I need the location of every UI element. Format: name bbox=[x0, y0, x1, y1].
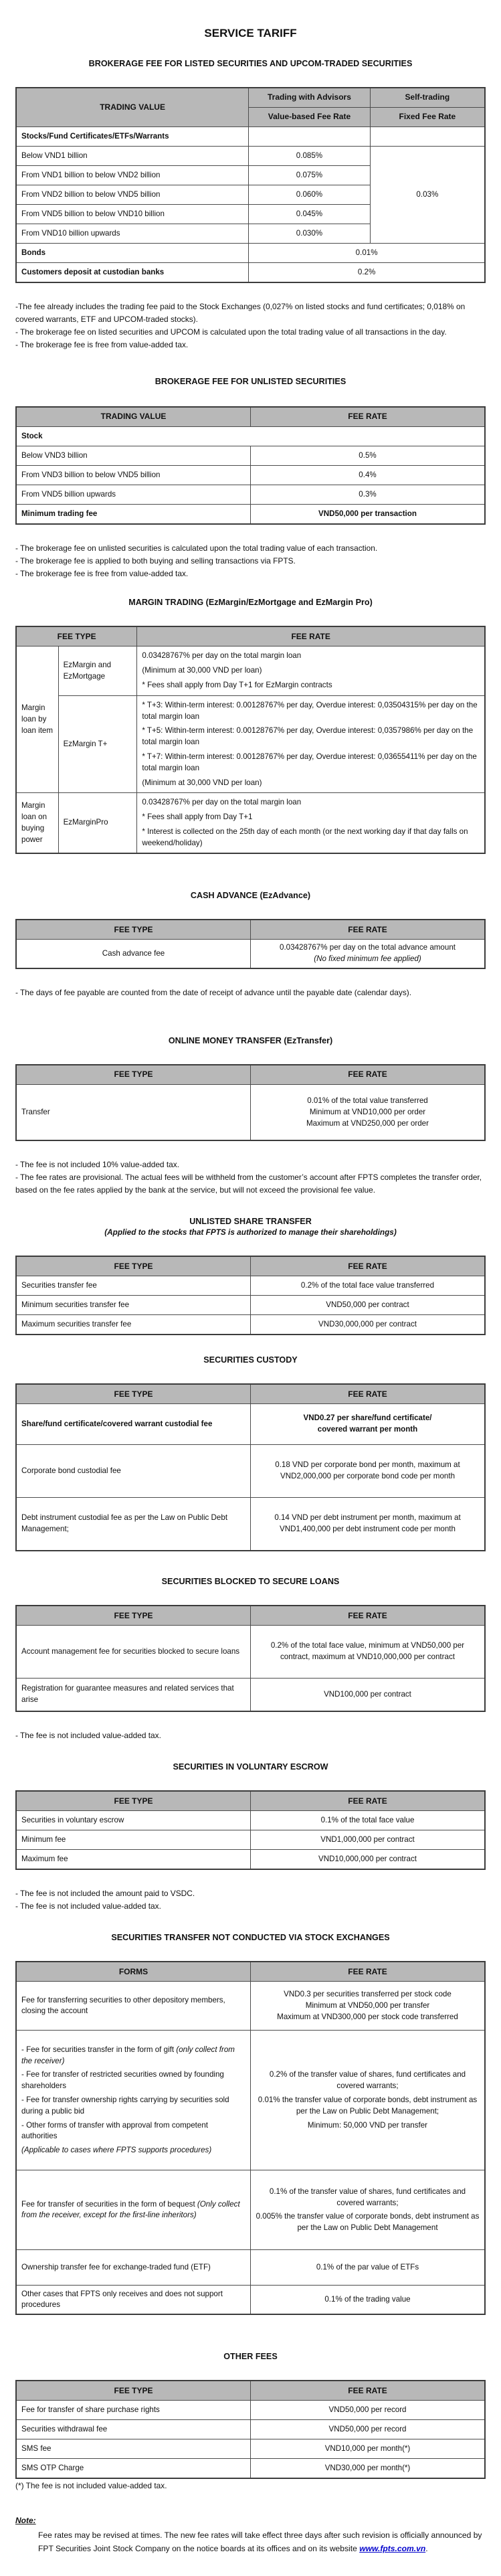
table-row bbox=[16, 244, 485, 263]
fee-type-line: - Fee for transfer of restricted securities owned by founding shareholders bbox=[21, 2070, 224, 2091]
fee-rate-cell bbox=[251, 2031, 486, 2170]
group-row-label: Stocks/Fund Certificates/ETFs/Warrants bbox=[16, 127, 249, 147]
fee-type-cell: From VND3 billion to below VND5 billion bbox=[16, 466, 251, 485]
note-line: - The brokerage fee is applied to both buying and selling transactions via FPTS. bbox=[15, 556, 296, 566]
fee-type-cell: SMS fee bbox=[16, 2439, 251, 2459]
table-header-row bbox=[16, 1256, 485, 1276]
fee-rate-line-bold: 0.2% of the transfer value of shares, fund certificates and covered warrants; bbox=[269, 2070, 466, 2091]
heading-cash-advance: CASH ADVANCE (EzAdvance) bbox=[190, 891, 311, 901]
column-header-fee-rate: FEE RATE bbox=[251, 1065, 486, 1085]
fee-rate-cell bbox=[137, 647, 485, 695]
note-text: Fee rates may be revised at times. The new fee rates will take effect three days after such revision is officially announced by FPT Securities Joint Stock Company on the notice boards at its offices and on its website bbox=[38, 2530, 482, 2553]
table-row bbox=[16, 2420, 485, 2439]
fee-type-cell: Registration for guarantee measures and related services that arise bbox=[16, 1679, 251, 1712]
table-row bbox=[16, 446, 485, 466]
column-header-fee-type: FEE TYPE bbox=[16, 1065, 251, 1085]
fee-rate-line: * T+7: Within-term interest: 0.00128767% per day, Overdue interest: 0,03655411% per day on the total margin loan bbox=[142, 752, 477, 772]
note-line: - The days of fee payable are counted from the date of receipt of advance until the payable date (calendar days). bbox=[15, 988, 412, 998]
fee-rate-cell bbox=[251, 940, 486, 968]
fee-rate-cell: 0.030% bbox=[249, 224, 371, 244]
table-row bbox=[16, 1296, 485, 1315]
fee-rate-cell: 0.060% bbox=[249, 185, 371, 205]
fee-rate-cell: VND50,000 per record bbox=[251, 2420, 486, 2439]
listed-notes bbox=[15, 300, 486, 351]
fee-rate-line: (Minimum at 30,000 VND per loan) bbox=[142, 666, 262, 675]
fee-rate-cell: 0.1% of the trading value bbox=[251, 2286, 486, 2315]
fee-type-cell: From VND2 billion to below VND5 billion bbox=[16, 185, 249, 205]
fee-rate-line: Maximum at VND300,000 per stock code transferred bbox=[277, 2012, 458, 2021]
table-header-row bbox=[16, 1606, 485, 1626]
table-row bbox=[16, 2459, 485, 2479]
final-note bbox=[15, 2516, 486, 2555]
fee-rate-line: * Fees shall apply from Day T+1 bbox=[142, 812, 253, 822]
heading-blocked-loans: SECURITIES BLOCKED TO SECURE LOANS bbox=[161, 1577, 340, 1587]
fee-rate-cell bbox=[251, 1404, 486, 1445]
fee-type-cell: Below VND3 billion bbox=[16, 446, 251, 466]
fee-type-cell: EzMargin T+ bbox=[58, 695, 137, 793]
column-header-fee-rate: FEE RATE bbox=[251, 407, 486, 427]
table-header-row bbox=[16, 407, 485, 427]
fee-type-cell: Bonds bbox=[16, 244, 249, 263]
table-row bbox=[16, 1811, 485, 1830]
fixed-fee-rate-cell: 0.03% bbox=[370, 147, 485, 244]
table-row bbox=[16, 2170, 485, 2250]
table-row bbox=[16, 1315, 485, 1335]
fee-rate-line: * T+3: Within-term interest: 0.00128767% per day, Overdue interest: 0,03504315% per day on the total margin loan bbox=[142, 700, 478, 721]
fee-rate-cell bbox=[251, 2170, 486, 2250]
table-row bbox=[16, 2031, 485, 2170]
fee-rate-line: VND0.3 per securities transferred per stock code bbox=[284, 1990, 452, 1999]
note-line: - The brokerage fee is free from value-added tax. bbox=[15, 569, 189, 579]
fee-rate-cell: VND10,000,000 per contract bbox=[251, 1850, 486, 1870]
column-header-fee-rate: FEE RATE bbox=[251, 1962, 486, 1982]
column-header-fixed: Fixed Fee Rate bbox=[370, 108, 485, 127]
heading-other-fees: OTHER FEES bbox=[223, 2352, 278, 2362]
margin-trading-table bbox=[15, 626, 486, 854]
table-header-row bbox=[16, 88, 485, 108]
column-header-fee-rate: FEE RATE bbox=[251, 1606, 486, 1626]
fee-rate-line: 0.03428767% per day on the total margin loan bbox=[142, 651, 302, 661]
note-line: - The brokerage fee is free from value-added tax. bbox=[15, 340, 189, 350]
table-row bbox=[16, 2250, 485, 2286]
fee-type-cell: From VND10 billion upwards bbox=[16, 224, 249, 244]
table-row bbox=[16, 127, 485, 147]
listed-brokerage-table bbox=[15, 87, 486, 283]
fee-rate-line-bold: 0.1% of the transfer value of shares, fund certificates and covered warrants; bbox=[269, 2186, 466, 2207]
fee-type-cell: Minimum fee bbox=[16, 1830, 251, 1850]
fee-type-cell: From VND5 billion to below VND10 billion bbox=[16, 205, 249, 224]
fee-type-cell: Corporate bond custodial fee bbox=[16, 1445, 251, 1498]
table-row bbox=[16, 485, 485, 505]
column-header-fee-type: FEE TYPE bbox=[16, 1256, 251, 1276]
fee-rate-line: * T+5: Within-term interest: 0.00128767% per day, Overdue interest: 0,0357986% per day on the total margin loan bbox=[142, 726, 474, 747]
note-paragraph bbox=[38, 2529, 486, 2555]
fee-rate-cell: 0.1% of the total face value bbox=[251, 1811, 486, 1830]
table-row bbox=[16, 1626, 485, 1679]
column-header-fee-rate: FEE RATE bbox=[251, 920, 486, 940]
column-header-fee-type: FEE TYPE bbox=[16, 626, 137, 647]
blocked-loans-table bbox=[15, 1605, 486, 1712]
table-header-row bbox=[16, 1065, 485, 1085]
table-row bbox=[16, 1276, 485, 1296]
fee-rate-line: VND0.27 per share/fund certificate/ bbox=[303, 1413, 432, 1423]
table-row bbox=[16, 2286, 485, 2315]
securities-custody-table bbox=[15, 1383, 486, 1551]
note-line: - The fee is not included value-added tax. bbox=[15, 1731, 161, 1741]
column-header-fee-rate: FEE RATE bbox=[251, 1384, 486, 1404]
table-row bbox=[16, 695, 485, 793]
fee-rate-cell: 0.01% bbox=[249, 244, 485, 263]
fee-type-line-italic: (Applicable to cases where FPTS supports procedures) bbox=[21, 2146, 212, 2155]
fee-type-cell: Maximum securities transfer fee bbox=[16, 1315, 251, 1335]
fee-type-text: - Fee for securities transfer in the form of gift bbox=[21, 2045, 177, 2054]
fee-rate-cell: 0.14 VND per debt instrument per month, maximum at VND1,400,000 per debt instrument code per month bbox=[251, 1498, 486, 1551]
column-header-fee-type: FEE TYPE bbox=[16, 1384, 251, 1404]
fee-rate-cell: 0.075% bbox=[249, 166, 371, 185]
group-row-label: Stock bbox=[16, 427, 485, 446]
fee-type-line bbox=[21, 2045, 245, 2067]
note-line: - The fee rates are provisional. The actual fees will be withheld from the customer’s account after FPTS completes the transfer order, based on the fee rates applied by the bank at the service, but will not exceed the provisional fee value. bbox=[15, 1173, 482, 1195]
fee-type-cell: Securities withdrawal fee bbox=[16, 2420, 251, 2439]
table-row bbox=[16, 647, 485, 695]
fee-rate-cell bbox=[251, 1982, 486, 2031]
column-header-value-based: Value-based Fee Rate bbox=[249, 108, 371, 127]
fee-type-cell: Below VND1 billion bbox=[16, 147, 249, 166]
fee-type-cell: EzMarginPro bbox=[58, 793, 137, 854]
fee-type-line: - Fee for transfer ownership rights carrying by securities sold during a public bid bbox=[21, 2095, 229, 2116]
heading-money-transfer: ONLINE MONEY TRANSFER (EzTransfer) bbox=[168, 1036, 333, 1046]
heading-voluntary-escrow: SECURITIES IN VOLUNTARY ESCROW bbox=[173, 1762, 328, 1772]
table-header-row bbox=[16, 1384, 485, 1404]
fee-rate-cell: VND30,000 per month(*) bbox=[251, 2459, 486, 2479]
unlisted-notes bbox=[15, 542, 486, 580]
money-transfer-notes bbox=[15, 1158, 486, 1197]
unlisted-share-transfer-table bbox=[15, 1256, 486, 1335]
cash-advance-notes bbox=[15, 986, 486, 999]
other-fees-table bbox=[15, 2380, 486, 2479]
column-header-fee-rate: FEE RATE bbox=[251, 1791, 486, 1811]
fee-type-text-italic: (Only collect from the receiver, except for the first-line inheritors) bbox=[21, 2199, 240, 2220]
fee-rate-line: 0.01% the transfer value of corporate bonds, debt instrument as per the Law on Public Debt Management; bbox=[258, 2095, 478, 2116]
website-link[interactable]: www.fpts.com.vn bbox=[359, 2543, 426, 2553]
fee-rate-cell bbox=[251, 1085, 486, 1141]
voluntary-escrow-notes bbox=[15, 1887, 486, 1913]
fee-rate-cell: VND10,000 per month(*) bbox=[251, 2439, 486, 2459]
table-header-row bbox=[16, 626, 485, 647]
table-row bbox=[16, 1830, 485, 1850]
column-header-advisors: Trading with Advisors bbox=[249, 88, 371, 108]
fee-rate-cell: 0.2% bbox=[249, 263, 485, 283]
column-header-fee-type: FEE TYPE bbox=[16, 1791, 251, 1811]
note-line: -The fee already includes the trading fee paid to the Stock Exchanges (0,027% on listed stocks and fund certificates; 0,018% on covered warrants, ETF and UPCOM-traded stocks). bbox=[15, 302, 466, 325]
fee-rate-cell: 0.085% bbox=[249, 147, 371, 166]
fee-type-cell: Cash advance fee bbox=[16, 940, 251, 968]
heading-securities-custody: SECURITIES CUSTODY bbox=[203, 1355, 298, 1365]
fee-type-line: - Other forms of transfer with approval from competent authorities bbox=[21, 2120, 208, 2141]
table-row bbox=[16, 940, 485, 968]
fee-rate-cell: VND50,000 per transaction bbox=[251, 505, 486, 525]
money-transfer-table bbox=[15, 1064, 486, 1141]
table-row bbox=[16, 505, 485, 525]
note-text: . bbox=[425, 2543, 428, 2553]
fee-rate-cell: 0.5% bbox=[251, 446, 486, 466]
fee-type-cell: SMS OTP Charge bbox=[16, 2459, 251, 2479]
fee-type-cell: Transfer bbox=[16, 1085, 251, 1141]
fee-type-cell bbox=[16, 2170, 251, 2250]
column-header-self-trading: Self-trading bbox=[370, 88, 485, 108]
table-row bbox=[16, 2401, 485, 2420]
fee-type-cell: From VND5 billion upwards bbox=[16, 485, 251, 505]
table-row bbox=[16, 1445, 485, 1498]
table-row bbox=[16, 263, 485, 283]
fee-type-cell: From VND1 billion to below VND2 billion bbox=[16, 166, 249, 185]
note-line: - The brokerage fee on listed securities and UPCOM is calculated upon the total trading value of all transactions in the day. bbox=[15, 327, 447, 337]
cash-advance-table bbox=[15, 919, 486, 969]
fee-type-cell: Other cases that FPTS only receives and does not support procedures bbox=[16, 2286, 251, 2315]
fee-type-cell: Ownership transfer fee for exchange-traded fund (ETF) bbox=[16, 2250, 251, 2286]
heading-off-exchange-transfer: SECURITIES TRANSFER NOT CONDUCTED VIA STOCK EXCHANGES bbox=[111, 1933, 390, 1943]
fee-rate-line: * Fees shall apply from Day T+1 for EzMargin contracts bbox=[142, 680, 332, 689]
column-header-fee-type: FEE TYPE bbox=[16, 920, 251, 940]
table-row bbox=[16, 793, 485, 854]
fee-rate-line: 0.005% the transfer value of corporate bonds, debt instrument as per the Law on Public Debt Management bbox=[256, 2212, 480, 2233]
table-header-row bbox=[16, 1791, 485, 1811]
fee-type-cell: Minimum trading fee bbox=[16, 505, 251, 525]
note-line: - The fee is not included 10% value-added tax. bbox=[15, 1160, 180, 1170]
fee-rate-line-italic: (No fixed minimum fee applied) bbox=[314, 954, 421, 964]
fee-rate-cell: VND50,000 per record bbox=[251, 2401, 486, 2420]
table-row bbox=[16, 1850, 485, 1870]
unlisted-brokerage-table bbox=[15, 406, 486, 525]
note-label: Note: bbox=[15, 2516, 36, 2526]
fee-rate-cell: 0.1% of the par value of ETFs bbox=[251, 2250, 486, 2286]
table-row bbox=[16, 1498, 485, 1551]
table-row bbox=[16, 147, 485, 166]
note-line: - The brokerage fee on unlisted securities is calculated upon the total trading value of each transaction. bbox=[15, 543, 378, 553]
fee-rate-line: 0.01% of the total value transferred bbox=[307, 1096, 428, 1105]
table-row bbox=[16, 1982, 485, 2031]
fee-type-cell: Minimum securities transfer fee bbox=[16, 1296, 251, 1315]
heading-listed-brokerage: BROKERAGE FEE FOR LISTED SECURITIES AND UPCOM-TRADED SECURITIES bbox=[88, 59, 413, 68]
fee-rate-cell: VND50,000 per contract bbox=[251, 1296, 486, 1315]
fee-type-cell: Debt instrument custodial fee as per the Law on Public Debt Management; bbox=[16, 1498, 251, 1551]
fee-rate-cell: VND30,000,000 per contract bbox=[251, 1315, 486, 1335]
fee-rate-line: Minimum at VND50,000 per transfer bbox=[305, 2001, 430, 2010]
fee-type-cell: Share/fund certificate/covered warrant custodial fee bbox=[16, 1404, 251, 1445]
fee-rate-cell: 0.2% of the total face value transferred bbox=[251, 1276, 486, 1296]
fee-rate-line: Minimum at VND10,000 per order bbox=[309, 1107, 426, 1116]
table-row bbox=[16, 1404, 485, 1445]
table-row bbox=[16, 2439, 485, 2459]
blocked-loans-notes bbox=[15, 1729, 486, 1742]
fee-rate-cell: VND100,000 per contract bbox=[251, 1679, 486, 1712]
column-header-trading-value: TRADING VALUE bbox=[16, 88, 249, 127]
fee-type-text-italic: (only collect from the receiver) bbox=[21, 2045, 235, 2065]
column-header-fee-type: FEE TYPE bbox=[16, 1606, 251, 1626]
heading-unlisted-share-transfer: UNLISTED SHARE TRANSFER bbox=[189, 1217, 312, 1227]
fee-rate-cell: 0.3% bbox=[251, 485, 486, 505]
fee-rate-cell: 0.045% bbox=[249, 205, 371, 224]
table-row bbox=[16, 1085, 485, 1141]
heading-margin-trading: MARGIN TRADING (EzMargin/EzMortgage and EzMargin Pro) bbox=[128, 598, 373, 608]
column-header-fee-rate: FEE RATE bbox=[251, 1256, 486, 1276]
fee-rate-cell: VND1,000,000 per contract bbox=[251, 1830, 486, 1850]
table-header-row bbox=[16, 1962, 485, 1982]
margin-group-cell: Margin loan on buying power bbox=[16, 793, 58, 854]
fee-rate-line: Minimum: 50,000 VND per transfer bbox=[307, 2120, 428, 2130]
fee-type-cell: Securities transfer fee bbox=[16, 1276, 251, 1296]
column-header-fee-type: FEE TYPE bbox=[16, 2381, 251, 2401]
column-header-forms: FORMS bbox=[16, 1962, 251, 1982]
note-line: - The fee is not included the amount paid to VSDC. bbox=[15, 1889, 195, 1899]
vat-footnote: (*) The fee is not included value-added tax. bbox=[15, 2481, 167, 2491]
table-row bbox=[16, 466, 485, 485]
empty-cell bbox=[370, 127, 485, 147]
subtitle-unlisted-share-transfer: (Applied to the stocks that FPTS is authorized to manage their shareholdings) bbox=[104, 1227, 397, 1237]
fee-type-cell: EzMargin and EzMortgage bbox=[58, 647, 137, 695]
table-row bbox=[16, 427, 485, 446]
fee-type-cell bbox=[16, 2031, 251, 2170]
fee-rate-cell: 0.18 VND per corporate bond per month, maximum at VND2,000,000 per corporate bond code per month bbox=[251, 1445, 486, 1498]
fee-rate-line: * Interest is collected on the 25th day of each month (or the next working day if that day falls on weekend/holiday) bbox=[142, 827, 468, 847]
fee-rate-cell bbox=[137, 695, 485, 793]
column-header-fee-rate: FEE RATE bbox=[251, 2381, 486, 2401]
fee-rate-cell: 0.2% of the total face value, minimum at VND50,000 per contract, maximum at VND10,000,000 per contract bbox=[251, 1626, 486, 1679]
fee-type-cell: Maximum fee bbox=[16, 1850, 251, 1870]
fee-rate-cell bbox=[137, 793, 485, 854]
voluntary-escrow-table bbox=[15, 1790, 486, 1870]
fee-type-cell: Account management fee for securities blocked to secure loans bbox=[16, 1626, 251, 1679]
off-exchange-transfer-table bbox=[15, 1961, 486, 2315]
fee-rate-cell: 0.4% bbox=[251, 466, 486, 485]
fee-type-cell: Customers deposit at custodian banks bbox=[16, 263, 249, 283]
column-header-fee-rate: FEE RATE bbox=[137, 626, 485, 647]
fee-rate-line: (Minimum at 30,000 VND per loan) bbox=[142, 778, 262, 787]
empty-cell bbox=[249, 127, 371, 147]
fee-rate-line: Maximum at VND250,000 per order bbox=[306, 1118, 429, 1128]
fee-type-cell: Fee for transfer of share purchase rights bbox=[16, 2401, 251, 2420]
fee-type-text: Fee for transfer of securities in the form of bequest bbox=[21, 2199, 197, 2209]
table-header-row bbox=[16, 920, 485, 940]
table-header-row bbox=[16, 2381, 485, 2401]
page-title: SERVICE TARIFF bbox=[204, 27, 297, 39]
fee-rate-line: 0.03428767% per day on the total margin loan bbox=[142, 798, 302, 807]
fee-type-cell: Securities in voluntary escrow bbox=[16, 1811, 251, 1830]
table-row bbox=[16, 1679, 485, 1712]
column-header-trading-value: TRADING VALUE bbox=[16, 407, 251, 427]
fee-type-cell: Fee for transferring securities to other depository members, closing the account bbox=[16, 1982, 251, 2031]
note-line: - The fee is not included value-added tax. bbox=[15, 1901, 161, 1911]
fee-rate-line: 0.03428767% per day on the total advance amount bbox=[280, 943, 456, 952]
heading-unlisted-brokerage: BROKERAGE FEE FOR UNLISTED SECURITIES bbox=[155, 377, 346, 387]
fee-rate-line: covered warrant per month bbox=[317, 1425, 418, 1434]
margin-group-cell: Margin loan by loan item bbox=[16, 647, 58, 793]
